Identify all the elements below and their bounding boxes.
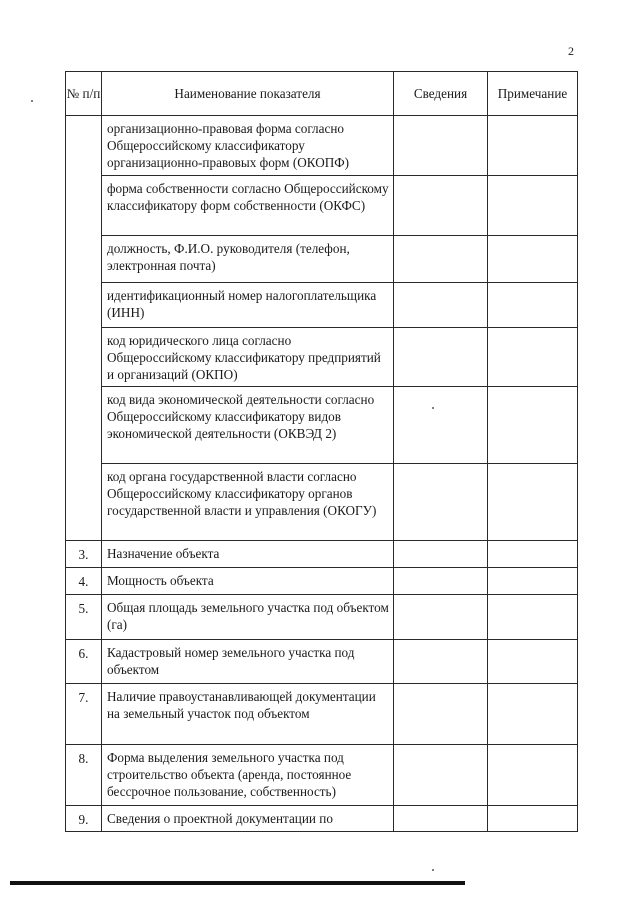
row-number: 3. bbox=[66, 541, 102, 568]
header-num: № п/п bbox=[66, 72, 102, 116]
table-row bbox=[66, 464, 578, 541]
note-cell[interactable] bbox=[488, 464, 578, 541]
indicator-name: код юридического лица согласно Общероссийскому классификатору предприятий и организаций (ОКПО) bbox=[102, 328, 394, 387]
table-row bbox=[66, 541, 578, 568]
info-cell[interactable] bbox=[394, 387, 488, 464]
row-number: 5. bbox=[66, 595, 102, 640]
table-row bbox=[66, 595, 578, 640]
info-cell[interactable] bbox=[394, 328, 488, 387]
header-note: Примечание bbox=[488, 72, 578, 116]
info-cell[interactable] bbox=[394, 176, 488, 236]
table-row bbox=[66, 640, 578, 684]
table-row bbox=[66, 236, 578, 283]
indicator-name: Общая площадь земельного участка под объектом (га) bbox=[102, 595, 394, 640]
page-number: 2 bbox=[568, 44, 574, 58]
note-cell[interactable] bbox=[488, 806, 578, 832]
info-cell[interactable] bbox=[394, 640, 488, 684]
note-cell[interactable] bbox=[488, 745, 578, 806]
table-row bbox=[66, 283, 578, 328]
indicator-name: код вида экономической деятельности согласно Общероссийскому классификатору видов экономической деятельности (ОКВЭД 2) bbox=[102, 387, 394, 464]
row-number: 7. bbox=[66, 684, 102, 745]
info-cell[interactable] bbox=[394, 283, 488, 328]
table-row bbox=[66, 387, 578, 464]
note-cell[interactable] bbox=[488, 328, 578, 387]
info-cell[interactable] bbox=[394, 464, 488, 541]
info-cell[interactable] bbox=[394, 684, 488, 745]
note-cell[interactable] bbox=[488, 684, 578, 745]
row-number: 9. bbox=[66, 806, 102, 832]
indicator-name: Сведения о проектной документации по bbox=[102, 806, 394, 832]
info-cell[interactable] bbox=[394, 541, 488, 568]
info-cell[interactable] bbox=[394, 116, 488, 176]
info-cell[interactable] bbox=[394, 806, 488, 832]
info-cell[interactable] bbox=[394, 236, 488, 283]
indicator-name: Кадастровый номер земельного участка под объектом bbox=[102, 640, 394, 684]
indicator-name: форма собственности согласно Общероссийскому классификатору форм собственности (ОКФС) bbox=[102, 176, 394, 236]
indicator-name: Наличие правоустанавливающей документации на земельный участок под объектом bbox=[102, 684, 394, 745]
row-number: 8. bbox=[66, 745, 102, 806]
header-name: Наименование показателя bbox=[102, 72, 394, 116]
table-row bbox=[66, 568, 578, 595]
indicator-name: Мощность объекта bbox=[102, 568, 394, 595]
table-row bbox=[66, 116, 578, 176]
scan-edge-bar bbox=[10, 881, 465, 885]
indicator-name: код органа государственной власти согласно Общероссийскому классификатору органов государственной власти и управления (ОКОГУ) bbox=[102, 464, 394, 541]
note-cell[interactable] bbox=[488, 236, 578, 283]
row-number: 4. bbox=[66, 568, 102, 595]
indicators-table bbox=[65, 71, 578, 832]
info-cell[interactable] bbox=[394, 745, 488, 806]
indicator-name: Назначение объекта bbox=[102, 541, 394, 568]
note-cell[interactable] bbox=[488, 640, 578, 684]
note-cell[interactable] bbox=[488, 541, 578, 568]
indicator-name: должность, Ф.И.О. руководителя (телефон, электронная почта) bbox=[102, 236, 394, 283]
table-row bbox=[66, 176, 578, 236]
scan-speck bbox=[31, 100, 33, 102]
row-number: 6. bbox=[66, 640, 102, 684]
info-cell[interactable] bbox=[394, 595, 488, 640]
indicator-name: Форма выделения земельного участка под строительство объекта (аренда, постоянное бессрочное пользование, собственность) bbox=[102, 745, 394, 806]
table-row bbox=[66, 684, 578, 745]
table-row bbox=[66, 745, 578, 806]
table-header-row bbox=[66, 72, 578, 116]
note-cell[interactable] bbox=[488, 387, 578, 464]
scan-speck bbox=[432, 869, 434, 871]
table-row bbox=[66, 328, 578, 387]
note-cell[interactable] bbox=[488, 176, 578, 236]
indicator-name: идентификационный номер налогоплательщика (ИНН) bbox=[102, 283, 394, 328]
header-info: Сведения bbox=[394, 72, 488, 116]
indicator-name: организационно-правовая форма согласно Общероссийскому классификатору организационно-правовых форм (ОКОПФ) bbox=[102, 116, 394, 176]
note-cell[interactable] bbox=[488, 283, 578, 328]
note-cell[interactable] bbox=[488, 568, 578, 595]
info-cell[interactable] bbox=[394, 568, 488, 595]
table-row bbox=[66, 806, 578, 832]
note-cell[interactable] bbox=[488, 116, 578, 176]
scan-speck bbox=[432, 407, 434, 409]
note-cell[interactable] bbox=[488, 595, 578, 640]
merged-num-cell bbox=[66, 116, 102, 541]
